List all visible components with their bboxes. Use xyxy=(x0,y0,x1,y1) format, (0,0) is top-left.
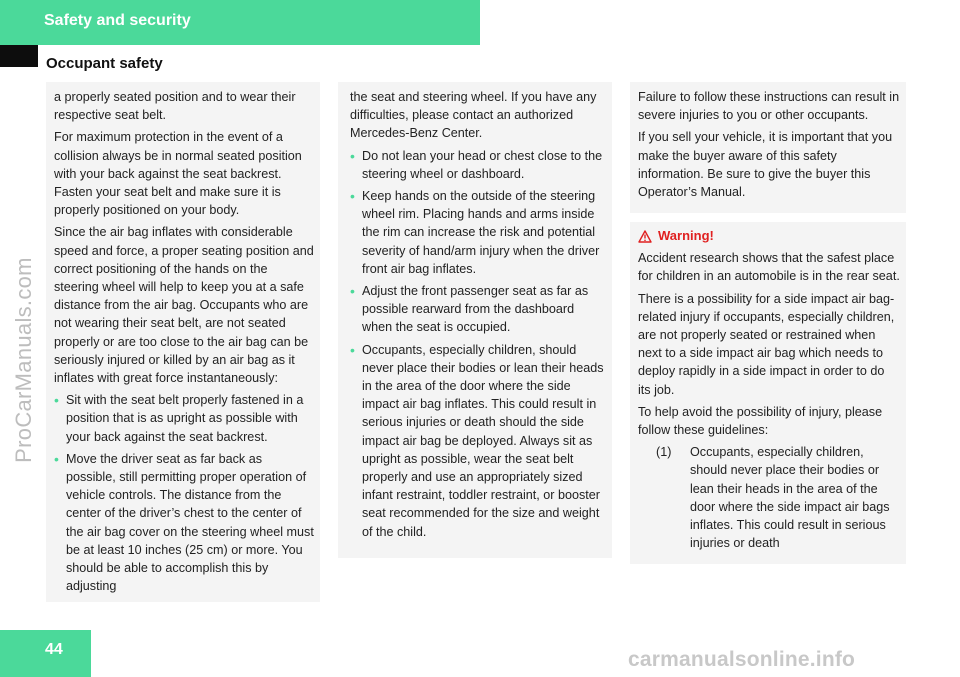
warning-paragraph: To help avoid the possibility of injury, please follow these guidelines: xyxy=(638,404,883,438)
warning-label: Warning! xyxy=(658,228,714,243)
section-title: Safety and security xyxy=(44,12,191,29)
warning-heading xyxy=(638,227,900,245)
page-heading: Occupant safety xyxy=(46,55,163,72)
col3-paragraph: Failure to follow these instructions can result in severe injuries to you or other occupants. xyxy=(638,90,900,123)
guideline-text: Occupants, especially children, should never place their bodies or lean their heads in the area of the door where the side impact air bags inflates. This could result in serious injuries or death xyxy=(690,445,890,551)
col1-bullet-list xyxy=(54,391,314,595)
warning-triangle-icon xyxy=(638,230,652,243)
column-2 xyxy=(338,82,612,558)
warning-paragraph: Accident research shows that the safest place for children in an automobile is in the rear seat. xyxy=(638,251,900,284)
guideline-item xyxy=(638,443,900,552)
col2-bullet-item: • Adjust the front passenger seat as far as possible rearward from the dashboard when the seat is occupied. xyxy=(350,282,606,337)
side-watermark xyxy=(4,60,44,660)
col3-paragraph: If you sell your vehicle, it is important that you make the buyer aware of this safety information. Be sure to give the buyer this Operator’s Manual. xyxy=(638,130,893,200)
col2-bullet-item: • Occupants, especially children, should never place their bodies or lean their heads in the area of the door where the side impact air bag inflates. This could result in serious injuries or death should the side impact air bag be deployed. Always sit as upright as possible, wear the seat belt properly and use an appropriately sized infant restraint, toddler restraint, or booster seat recommended for the size and weight of the child. xyxy=(350,341,606,541)
col2-bullet-item: • Keep hands on the outside of the steering wheel rim. Placing hands and arms inside the rim can increase the risk and potential severity of hand/arm injury when the driver front air bag inflates. xyxy=(350,187,606,278)
side-watermark-text: ProCarManuals.com xyxy=(11,257,36,463)
col1-paragraph: Since the air bag inflates with considerable speed and force, a proper seating position and correct positioning of the hands on the steering wheel will help to keep you at a safe distance from the air bag. Occupants who are not wearing their seat belt, are not seated properly or are too close to the air bag can be seriously injured or killed by an air bag as it inflates with great force instantaneously: xyxy=(54,225,314,386)
page-number: 44 xyxy=(45,641,63,658)
col1-paragraph: a properly seated position and to wear their respective seat belt. xyxy=(54,90,296,123)
warning-box xyxy=(630,222,906,564)
section-header-bar xyxy=(0,0,480,45)
column-3-top xyxy=(630,82,906,213)
col2-intro: the seat and steering wheel. If you have any difficulties, please contact an authorized Mercedes-Benz Center. xyxy=(350,90,597,141)
guideline-number: (1) xyxy=(656,445,672,460)
column-1 xyxy=(46,82,320,602)
col2-bullet-item: • Do not lean your head or chest close to the steering wheel or dashboard. xyxy=(350,147,606,183)
col1-bullet-item: • Move the driver seat as far back as possible, still permitting proper operation of vehicle controls. The distance from the center of the driver’s chest to the center of the air bag cover on the steering wheel must be at least 10 inches (25 cm) or more. You should be able to accomplish this by adjusting xyxy=(54,450,314,596)
col2-bullet-list xyxy=(350,147,606,541)
col1-bullet-item: • Sit with the seat belt properly fastened in a position that is as upright as possible with your back against the seat backrest. xyxy=(54,391,314,446)
warning-paragraph: There is a possibility for a side impact air bag-related injury if occupants, especially children, are not properly seated or restrained when next to a side impact air bag which needs to deploy rapidly in a side impact in order to do its job. xyxy=(638,291,895,397)
footer-watermark: carmanualsonline.info xyxy=(628,648,856,671)
page-number-tab xyxy=(0,630,91,677)
col1-paragraph: For maximum protection in the event of a collision always be in normal seated position with your back against the seat backrest. Fasten your seat belt and make sure it is properly positioned on your body. xyxy=(54,130,302,218)
